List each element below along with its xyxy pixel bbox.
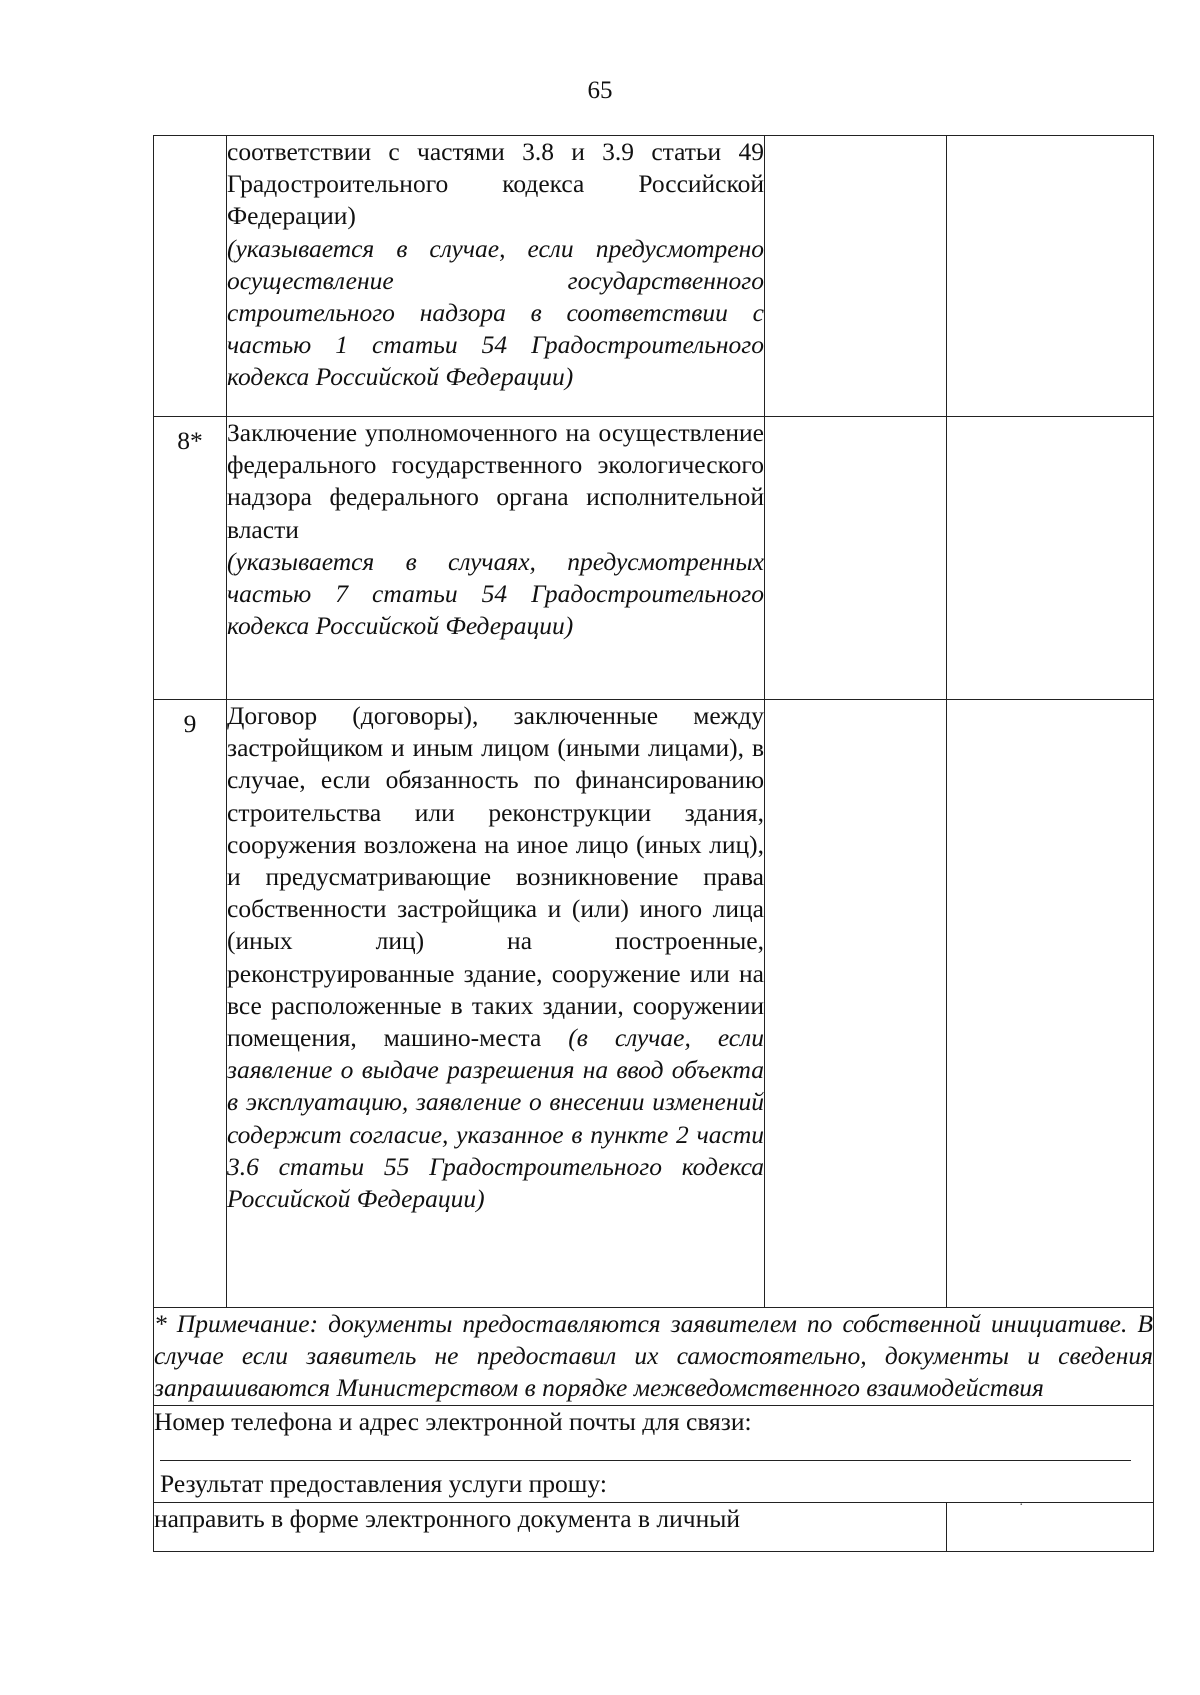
delivery-option-checkbox[interactable] xyxy=(947,1502,1154,1551)
row-cell-empty xyxy=(947,700,1154,1308)
contact-label: Номер телефона и адрес электронной почты для связи: xyxy=(154,1406,752,1436)
row-cell-empty xyxy=(765,417,947,700)
footnote: * Примечание: документы предоставляются заявителем по собственной инициативе. В случае если заявитель не предоставил их самостоятельно, документы и сведения запрашиваются Министерством в порядке межведомственного взаимодействия xyxy=(154,1308,1154,1406)
table-row xyxy=(154,700,1154,1308)
row-italic-note: (указывается в случаях, предусмотренных частью 7 статьи 54 Градостроительного кодекса Российской Федерации) xyxy=(227,546,764,641)
delivery-option-row xyxy=(154,1502,1154,1551)
row-text: соответствии с частями 3.8 и 3.9 статьи 49 Градостроительного кодекса Российской Федерации) xyxy=(227,137,764,231)
row-number-label: 8* xyxy=(177,426,203,455)
page-number: 65 xyxy=(587,77,613,104)
table-row xyxy=(154,417,1154,700)
row-cell-empty xyxy=(947,417,1154,700)
row-cell-empty xyxy=(765,700,947,1308)
row-cell-empty xyxy=(765,136,947,417)
contact-row xyxy=(154,1405,1154,1502)
note-row xyxy=(154,1308,1154,1406)
table-row xyxy=(154,136,1154,417)
stray-dot: . xyxy=(1019,1493,1023,1509)
contact-input-line[interactable] xyxy=(160,1460,1131,1461)
row-number xyxy=(154,700,227,1308)
documents-table xyxy=(153,135,1154,1552)
row-number xyxy=(154,136,227,417)
row-italic-note: (указывается в случае, если предусмотрено осуществление государственного строительного надзора в соответствии с частью 1 статьи 54 Градостроительного кодекса Российской Федерации) xyxy=(227,233,764,392)
delivery-option-text: направить в форме электронного документа в личный xyxy=(154,1502,947,1551)
row-description xyxy=(227,417,765,700)
row-description xyxy=(227,136,765,417)
row-cell-empty xyxy=(947,136,1154,417)
row-number xyxy=(154,417,227,700)
row-description xyxy=(227,700,765,1308)
row-italic-note: (в случае, если заявление о выдаче разрешения на ввод объекта в эксплуатацию, заявление о внесении изменений содержит согласие, указанное в пункте 2 части 3.6 статьи 55 Градостроительного кодекса Российской Федерации) xyxy=(227,1023,764,1214)
row-text: Договор (договоры), заключенные между застройщиком и иным лицом (иными лицами), в случае, если обязанность по финансированию строительства или реконструкции здания, сооружения возложена на иное лицо (иных лиц), и предусматривающие возникновение права собственности застройщика и (или) иного лица (иных лиц) на построенные, реконструированные здание, сооружение или на все расположенные в таких здании, сооружении помещения, машино-места xyxy=(227,701,764,1053)
row-number-label: 9 xyxy=(183,709,197,738)
row-text: Заключение уполномоченного на осуществление федерального государственного экологического надзора федерального органа исполнительной власти xyxy=(227,418,764,544)
result-label: Результат предоставления услуги прошу: xyxy=(160,1468,607,1498)
contact-cell xyxy=(154,1405,1154,1509)
